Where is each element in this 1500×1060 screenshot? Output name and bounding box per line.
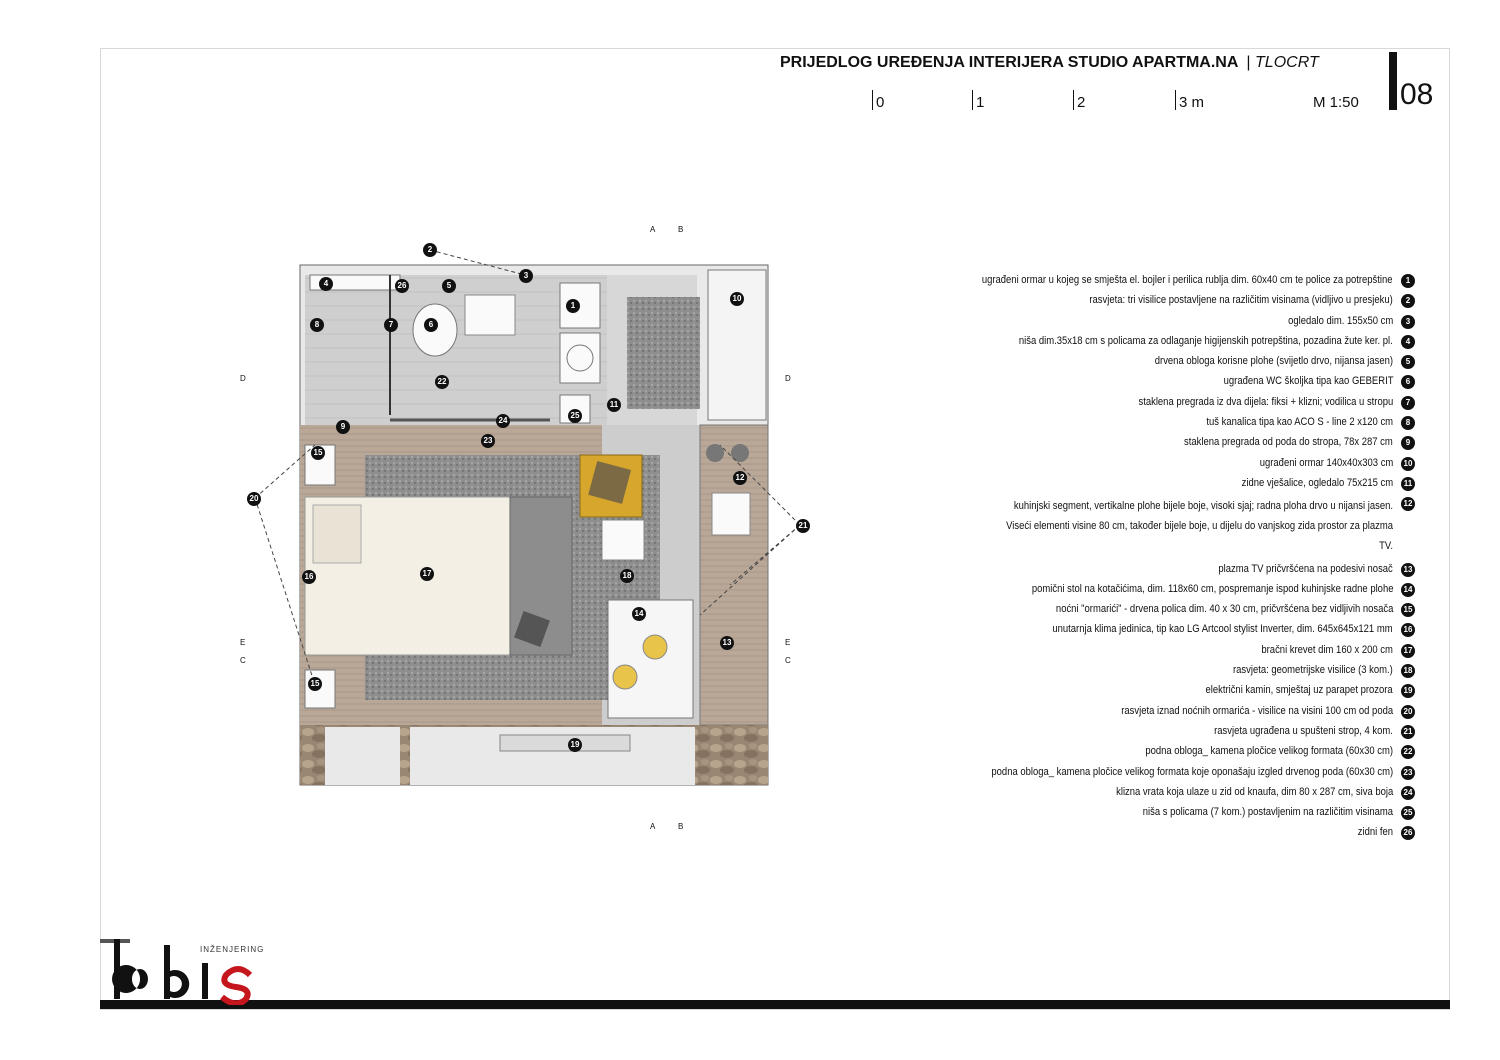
logo-subtext: INŽENJERING [200,945,265,954]
section-label: D [785,374,791,383]
legend-item: zidne vješalice, ogledalo 75x215 cm 11 [940,476,1415,491]
legend-item: ogledalo dim. 155x50 cm 3 [940,314,1415,329]
section-label: B [678,822,684,831]
callout-2: 2 [423,243,437,257]
callout-8: 8 [310,318,324,332]
section-label: A [650,225,656,234]
table-chair [613,665,637,689]
sheet-number: 08 [1400,78,1434,111]
callout-26: 26 [395,279,409,293]
table-chair [643,635,667,659]
legend-item: ugrađeni ormar 140x40x303 cm 10 [940,456,1415,471]
kitchen-counter [700,425,768,725]
entrance-mat [627,297,700,409]
legend-item: pomični stol na kotačićima, dim. 118x60 cm, pospremanje ispod kuhinjske radne plohe 14 [940,582,1415,597]
section-label: A [650,822,656,831]
mobile-table [608,600,693,718]
callout-5: 5 [442,279,456,293]
window-recess [635,727,695,785]
sheet-subtitle: TLOCRT [1255,54,1319,71]
legend-item: kuhinjski segment, vertikalne plohe bijele boje, visoki sjaj; radna ploha drvo u nijansi jasen. Viseći elementi visine 80 cm, također bijele boje, u dijelu do vanjskog zida prostor za plazma TV. 12 [940,496,1415,556]
legend-item: drvena obloga korisne plohe (svijetlo drvo, nijansa jasen) 5 [940,354,1415,369]
callout-9: 9 [336,420,350,434]
legend-item: podna obloga_ kamena pločice velikog formata koje oponašaju izgled drvenog poda (60x30 cm) 23 [940,765,1415,780]
legend-item: unutarnja klima jedinica, tip kao LG Artcool stylist Inverter, dim. 645x645x121 mm 16 [940,622,1415,637]
legend-item: bračni krevet dim 160 x 200 cm 17 [940,643,1415,658]
legend-item: zidni fen 26 [940,825,1415,840]
legend-item: rasvjeta: geometrijske visilice (3 kom.) 18 [940,663,1415,678]
callout-25: 25 [568,409,582,423]
legend-item: tuš kanalica tipa kao ACO S - line 2 x120 cm 8 [940,415,1415,430]
legend-item: ugrađena WC školjka tipa kao GEBERIT 6 [940,374,1415,389]
side-table [602,520,644,560]
section-label: B [678,225,684,234]
callout-11: 11 [607,398,621,412]
callout-15b: 15 [308,677,322,691]
floor-plan [230,215,840,840]
callout-16: 16 [302,570,316,584]
cooktop-ring [706,444,724,462]
scale-mark: 3 m [1175,90,1204,110]
callout-17: 17 [420,567,434,581]
scale-label: M 1:50 [1313,94,1359,111]
callout-23: 23 [481,434,495,448]
legend-item: podna obloga_ kamena pločice velikog formata (60x30 cm) 22 [940,744,1415,759]
callout-15: 15 [311,446,325,460]
callout-14: 14 [632,607,646,621]
section-label: E [240,638,246,647]
callout-20: 20 [247,492,261,506]
sheet-number-bar [1389,52,1397,110]
scale-mark: 2 [1073,90,1085,110]
kitchen-sink [712,493,750,535]
washing-machine [560,333,600,383]
callout-24: 24 [496,414,510,428]
legend-item: ugrađeni ormar u kojeg se smješta el. bojler i perilica rublja dim. 60x40 cm te police za potrepštine 1 [940,273,1415,288]
section-label: C [240,656,246,665]
legend-item: rasvjeta iznad noćnih ormarića - visilice na visini 100 cm od poda 20 [940,704,1415,719]
electric-fireplace [500,735,630,751]
legend-item: niša dim.35x18 cm s policama za odlaganje higijenskih potrepština, pozadina žute ker. pl. 4 [940,334,1415,349]
section-label: D [240,374,246,383]
section-label: C [785,656,791,665]
legend-item: niša s policama (7 kom.) postavljenim na različitim visinama 25 [940,805,1415,820]
callout-3: 3 [519,269,533,283]
callout-10: 10 [730,292,744,306]
legend-item: klizna vrata koja ulaze u zid od knaufa, dim 80 x 287 cm, siva boja 24 [940,785,1415,800]
callout-7: 7 [384,318,398,332]
callout-4: 4 [319,277,333,291]
callout-13: 13 [720,636,734,650]
callout-1: 1 [566,299,580,313]
callout-18: 18 [620,569,634,583]
section-label: E [785,638,791,647]
callout-12: 12 [733,471,747,485]
legend-item: staklena pregrada od poda do stropa, 78x 287 cm 9 [940,435,1415,450]
washbasin [465,295,515,335]
footer-bar [100,1000,1450,1009]
legend-item: rasvjeta ugrađena u spušteni strop, 4 kom. 21 [940,724,1415,739]
legend-item: plazma TV pričvršćena na podesivi nosač 13 [940,562,1415,577]
scale-mark: 1 [972,90,984,110]
callout-22: 22 [435,375,449,389]
callout-19: 19 [568,738,582,752]
callout-6: 6 [424,318,438,332]
legend-item: noćni "ormarići" - drvena polica dim. 40 x 30 cm, pričvršćena bez vidljivih nosača 15 [940,602,1415,617]
bed-pillow [313,505,361,563]
legend-item: električni kamin, smještaj uz parapet prozora 19 [940,683,1415,698]
scale-mark: 0 [872,90,884,110]
legend-item: staklena pregrada iz dva dijela: fiksi + klizni; vodilica u stropu 7 [940,395,1415,410]
callout-21: 21 [796,519,810,533]
legend-item: rasvjeta: tri visilice postavljene na različitim visinama (vidljivo u presjeku) 2 [940,293,1415,308]
sheet-title: PRIJEDLOG UREĐENJA INTERIJERA STUDIO APARTMA.NA | TLOCRT [780,54,1319,71]
window-recess [325,727,400,785]
legend [940,273,1415,846]
